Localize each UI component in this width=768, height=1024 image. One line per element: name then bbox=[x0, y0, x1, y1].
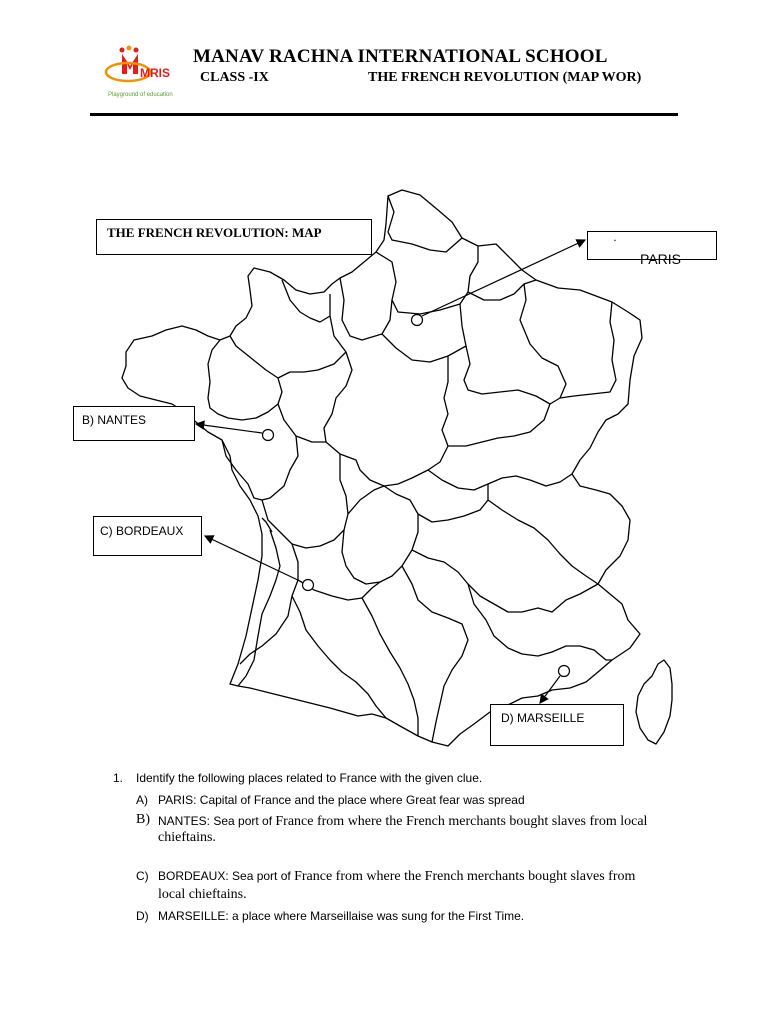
marseille-label: D) MARSEILLE bbox=[501, 711, 585, 725]
class-label: CLASS -IX bbox=[200, 70, 269, 85]
paris-label: PARIS bbox=[640, 251, 681, 267]
logo-tagline: Playground of education bbox=[108, 92, 173, 98]
school-name: MANAV RACHNA INTERNATIONAL SCHOOL bbox=[193, 46, 608, 67]
item-a-text: PARIS: Capital of France and the place where Great fear was spread bbox=[158, 793, 525, 807]
bordeaux-arrow bbox=[205, 536, 302, 582]
bordeaux-label: C) BORDEAUX bbox=[100, 524, 184, 538]
nantes-arrow bbox=[196, 424, 262, 433]
paris-answer-dot: · bbox=[613, 233, 617, 247]
item-c-line bbox=[158, 867, 635, 885]
nantes-label: B) NANTES bbox=[82, 413, 147, 427]
item-a-letter: A) bbox=[136, 793, 148, 807]
item-c-letter: C) bbox=[136, 869, 149, 883]
question-prompt: Identify the following places related to France with the given clue. bbox=[136, 771, 483, 785]
map-title: THE FRENCH REVOLUTION: MAP bbox=[107, 225, 322, 240]
item-c-text-sans: BORDEAUX: Sea port of bbox=[158, 869, 295, 883]
paris-marker bbox=[412, 315, 423, 326]
item-c-continuation: local chieftains. bbox=[158, 887, 247, 902]
item-d-text: MARSEILLE: a place where Marseillaise was sung for the First Time. bbox=[158, 909, 525, 923]
item-b-letter: B) bbox=[136, 812, 150, 827]
nantes-marker bbox=[263, 430, 274, 441]
question-number: 1. bbox=[113, 771, 124, 785]
item-b-text-sans: NANTES: Sea port of bbox=[158, 814, 276, 828]
france-outline bbox=[122, 190, 642, 746]
bordeaux-marker bbox=[303, 580, 314, 591]
corsica-outline bbox=[636, 660, 672, 744]
marseille-marker bbox=[559, 666, 570, 677]
item-b-line bbox=[158, 812, 647, 830]
item-c-text-serif: France from where the French merchants bought slaves from bbox=[294, 869, 636, 884]
worksheet-topic: THE FRENCH REVOLUTION (MAP WOR) bbox=[368, 70, 642, 85]
item-b-text-serif: France from where the French merchants bought slaves from local bbox=[275, 814, 648, 829]
item-d-letter: D) bbox=[136, 909, 149, 923]
item-b-continuation: chieftains. bbox=[158, 830, 216, 845]
logo-text: MRIS bbox=[140, 66, 170, 80]
